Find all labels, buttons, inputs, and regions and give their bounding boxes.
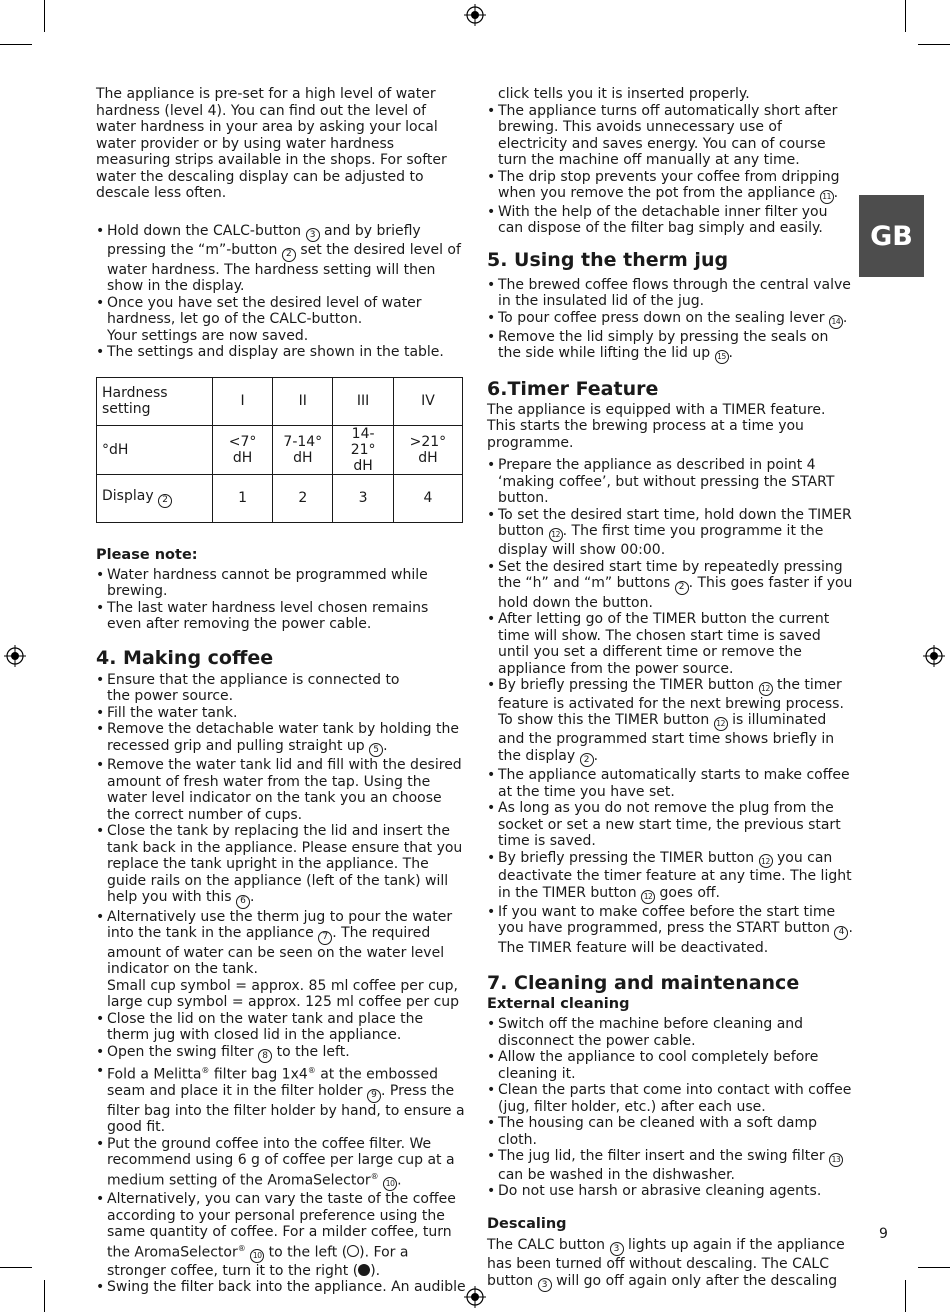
registration-mark-icon <box>4 645 26 667</box>
registration-mark-icon <box>464 1286 486 1308</box>
list-item: • The last water hardness level chosen remains even after removing the power cable. <box>96 600 466 633</box>
crop-mark <box>0 1267 32 1268</box>
callout-number: 2 <box>675 581 689 595</box>
list-item: • Remove the water tank lid and fill with the desired amount of fresh water from the tap. Using the water level indicator on the tank you an choose the correct number of cups. <box>96 757 466 823</box>
section-heading: 5. Using the therm jug <box>487 248 729 271</box>
table-row: Hardness setting I II III IV <box>97 377 463 425</box>
list-item: • Clean the parts that come into contact with coffee (jug, filter holder, etc.) after each use. <box>487 1082 855 1115</box>
callout-number: 12 <box>641 890 655 904</box>
mild-coffee-icon <box>347 1245 359 1257</box>
list-item: • Fold a Melitta® filter bag 1x4® at the embossed seam and place it in the filter holder 9 . Press the filter bag into the filter holder by hand, to ensure a good fit. <box>96 1063 466 1136</box>
list-item: • By briefly pressing the TIMER button 12 you can deactivate the timer feature at any time. The light in the TIMER button 12 goes off. <box>487 850 855 904</box>
subsection-heading: External cleaning <box>487 996 630 1012</box>
timer-list <box>487 457 855 956</box>
list-item: • Alternatively, you can vary the taste of the coffee according to your personal preference using the same quantity of coffee. For a milder coffee, turn the AromaSelector® 10 to the left ( ). For a stronger coffee, turn it to the right ( ). <box>96 1191 466 1279</box>
making-coffee-list <box>96 672 466 1296</box>
callout-number: 10 <box>250 1249 264 1263</box>
list-item: • The drip stop prevents your coffee from dripping when you remove the pot from the appliance 11 . <box>487 169 855 204</box>
continued-text: click tells you it is inserted properly. <box>498 86 750 102</box>
crop-mark <box>905 0 906 32</box>
list-item: • Close the lid on the water tank and place the therm jug with closed lid in the appliance. <box>96 1011 466 1044</box>
list-item: • The appliance automatically starts to make coffee at the time you have set. <box>487 767 855 800</box>
list-item: • After letting go of the TIMER button the current time will show. The chosen start time is saved until you set a different time or remove the appliance from the power source. <box>487 611 855 677</box>
notes-list <box>96 567 466 633</box>
list-item: • Ensure that the appliance is connected to the power source. <box>96 672 466 705</box>
page-number: 9 <box>879 1226 888 1242</box>
list-item: • Open the swing filter 8 to the left. <box>96 1044 466 1064</box>
list-item: • The brewed coffee flows through the central valve in the insulated lid of the jug. <box>487 277 855 310</box>
list-item: • To set the desired start time, hold down the TIMER button 12 . The first time you programme it the display will show 00:00. <box>487 507 855 559</box>
features-list <box>487 103 855 237</box>
hardness-steps <box>96 223 466 361</box>
left-column <box>96 86 466 1296</box>
section-heading: 4. Making coffee <box>96 646 274 669</box>
list-item: • Once you have set the desired level of water hardness, let go of the CALC-button. Your settings are now saved. <box>96 295 466 345</box>
hardness-table <box>96 377 463 523</box>
list-item: • By briefly pressing the TIMER button 12 the timer feature is activated for the next brewing process. To show this the TIMER button 12 is illuminated and the programmed start time shows briefly in the display 2 . <box>487 677 855 767</box>
callout-number: 13 <box>829 1153 843 1167</box>
note-heading: Please note: <box>96 546 198 563</box>
callout-number: 9 <box>367 1089 381 1103</box>
registration-mark-icon <box>464 4 486 26</box>
language-tab: GB <box>859 195 924 277</box>
descaling-text: The CALC button 3 lights up again if the appliance has been turned off without descaling. The CALC button 3 will go off again only after the descaling <box>487 1237 855 1293</box>
callout-number: 15 <box>715 350 729 364</box>
list-item: • Set the desired start time by repeatedly pressing the “h” and “m” buttons 2 . This goes faster if you hold down the button. <box>487 559 855 612</box>
list-item: • With the help of the detachable inner filter you can dispose of the filter bag simply and easily. <box>487 204 855 237</box>
callout-number: 14 <box>829 315 843 329</box>
callout-number: 2 <box>580 753 594 767</box>
callout-number: 7 <box>318 931 332 945</box>
list-item: • If you want to make coffee before the start time you have programmed, press the START button 4 . The TIMER feature will be deactivated. <box>487 904 855 957</box>
intro-paragraph: The appliance is pre-set for a high level of water hardness (level 4). You can find out the level of water hardness in your area by asking your local water provider or by using water hardness measuring strips available in the shops. For softer water the descaling display can be adjusted to descale less often. <box>96 86 447 201</box>
callout-number: 12 <box>549 528 563 542</box>
list-item: • Water hardness cannot be programmed while brewing. <box>96 567 466 600</box>
crop-mark <box>905 1280 906 1312</box>
callout-number: 8 <box>258 1049 272 1063</box>
callout-number: 3 <box>538 1278 552 1292</box>
callout-number: 4 <box>834 926 848 940</box>
callout-number: 12 <box>759 854 773 868</box>
list-item: • As long as you do not remove the plug from the socket or set a new start time, the previous start time is saved. <box>487 800 855 850</box>
table-row: °dH <7° dH 7-14° dH 14-21° dH >21° dH <box>97 425 463 474</box>
list-item: • Close the tank by replacing the lid and insert the tank back in the appliance. Please ensure that you replace the tank upright in the appliance. The guide rails on the appliance (left of the tank) will help you with this 6 . <box>96 823 466 909</box>
list-item: • Swing the filter back into the appliance. An audible <box>96 1279 466 1296</box>
list-item: • To pour coffee press down on the sealing lever 14 . <box>487 310 855 329</box>
callout-number: 6 <box>236 895 250 909</box>
callout-number: 5 <box>369 743 383 757</box>
timer-intro: The appliance is equipped with a TIMER feature. This starts the brewing process at a time you programme. <box>487 401 826 451</box>
callout-number: 10 <box>383 1177 397 1191</box>
table-row: Display 2 1 2 3 4 <box>97 474 463 522</box>
callout-number: 3 <box>306 228 320 242</box>
list-item: • The settings and display are shown in the table. <box>96 344 466 361</box>
list-item: • Hold down the CALC-button 3 and by briefly pressing the “m”-button 2 set the desired level of water hardness. The hardness setting will then show in the display. <box>96 223 466 295</box>
list-item: • Switch off the machine before cleaning and disconnect the power cable. <box>487 1016 855 1049</box>
therm-jug-list <box>487 277 855 364</box>
list-item: • Fill the water tank. <box>96 705 466 722</box>
crop-mark <box>918 44 950 45</box>
callout-number: 12 <box>759 682 773 696</box>
list-item: • The appliance turns off automatically short after brewing. This avoids unnecessary use of electricity and saves energy. You can of course turn the machine off manually at any time. <box>487 103 855 169</box>
strong-coffee-icon <box>358 1264 370 1276</box>
right-column <box>487 86 855 1292</box>
section-heading: 6.Timer Feature <box>487 377 659 400</box>
callout-number: 12 <box>714 717 728 731</box>
list-item: • Do not use harsh or abrasive cleaning agents. <box>487 1183 855 1200</box>
list-item: • Remove the lid simply by pressing the seals on the side while lifting the lid up 15 . <box>487 329 855 364</box>
registration-mark-icon <box>923 645 945 667</box>
list-item: • Allow the appliance to cool completely before cleaning it. <box>487 1049 855 1082</box>
list-item: • The housing can be cleaned with a soft damp cloth. <box>487 1115 855 1148</box>
list-item: • Prepare the appliance as described in point 4 ‘making coffee’, but without pressing the START button. <box>487 457 855 507</box>
crop-mark <box>44 1280 45 1312</box>
crop-mark <box>918 1267 950 1268</box>
subsection-heading: Descaling <box>487 1215 567 1232</box>
section-heading: 7. Cleaning and maintenance <box>487 972 800 994</box>
callout-number: 2 <box>158 494 172 508</box>
callout-number: 3 <box>610 1242 624 1256</box>
crop-mark <box>44 0 45 32</box>
callout-number: 2 <box>282 248 296 262</box>
list-item: • Remove the detachable water tank by holding the recessed grip and pulling straight up 5 . <box>96 721 466 757</box>
crop-mark <box>0 44 32 45</box>
callout-number: 11 <box>820 190 834 204</box>
cleaning-list <box>487 1016 855 1200</box>
list-item: • The jug lid, the filter insert and the swing filter 13 can be washed in the dishwasher. <box>487 1148 855 1183</box>
list-item: • Alternatively use the therm jug to pour the water into the tank in the appliance 7 . The required amount of water can be seen on the water level indicator on the tank. Small cup symbol = approx. 85 ml coffee per cup, large cup symbol = approx. 125 ml coffee per cup <box>96 909 466 1011</box>
list-item: • Put the ground coffee into the coffee filter. We recommend using 6 g of coffee per large cup at a medium setting of the AromaSelector® 10 . <box>96 1136 466 1191</box>
